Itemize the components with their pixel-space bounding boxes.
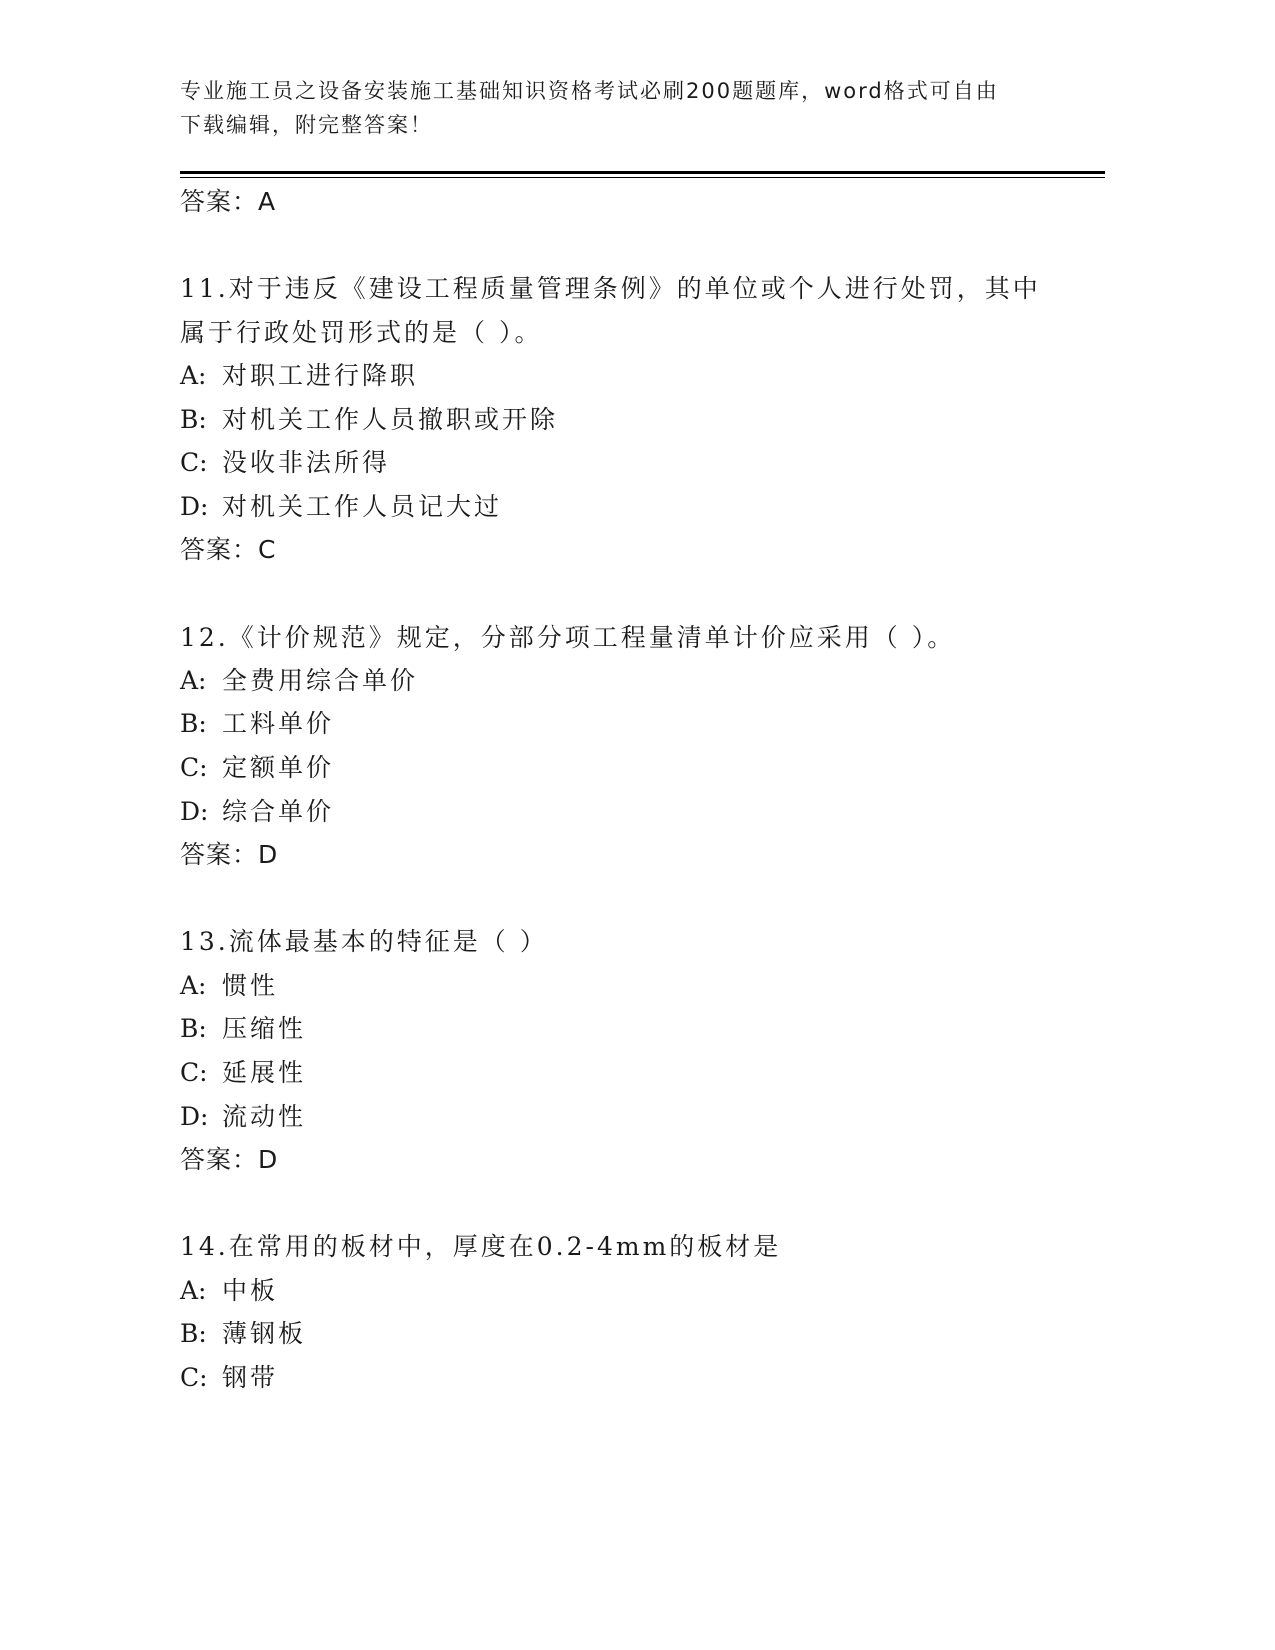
question-14-option-b [180,1317,1080,1351]
option-label: D: [180,797,209,826]
document-header [180,74,1060,142]
question-13-option-d [180,1100,1080,1134]
question-11-option-d [180,490,1080,524]
option-label: C: [180,448,208,477]
option-label: C: [180,1363,208,1392]
option-label: A: [180,361,207,390]
option-text: 薄钢板 [222,1319,307,1348]
option-label: B: [180,405,207,434]
question-stem-line: 14.在常用的板材中，厚度在0.2-4mm的板材是 [180,1232,782,1261]
question-11-option-b [180,403,1080,437]
question-12-stem [180,616,1080,660]
question-stem-line: 属于行政处罚形式的是（ ）。 [180,318,543,347]
question-stem-line: 12.《计价规范》规定，分部分项工程量清单计价应采用（ ）。 [180,623,956,652]
question-12-option-d [180,795,1080,829]
option-text: 对职工进行降职 [222,361,419,390]
header-line-2: 下载编辑，附完整答案！ [180,113,433,137]
question-13-stem [180,920,1080,964]
option-text: 钢带 [222,1363,279,1392]
option-text: 对机关工作人员撤职或开除 [222,405,559,434]
option-label: D: [180,492,209,521]
question-13-option-b [180,1012,1080,1046]
option-label: B: [180,1014,207,1043]
previous-answer: 答案：A [180,187,277,216]
option-text: 对机关工作人员记大过 [222,492,503,521]
question-12-option-b [180,707,1080,741]
question-12-option-c [180,751,1080,785]
question-11-answer: 答案：C [180,535,277,564]
option-text: 定额单价 [222,753,335,782]
question-14-option-c [180,1361,1080,1395]
option-label: D: [180,1102,209,1131]
option-label: A: [180,666,207,695]
option-text: 惯性 [222,971,279,1000]
question-11-option-c [180,446,1080,480]
option-text: 没收非法所得 [222,448,391,477]
option-label: C: [180,1058,208,1087]
option-text: 延展性 [222,1058,307,1087]
question-stem-line: 11.对于违反《建设工程质量管理条例》的单位或个人进行处罚，其中 [180,274,1041,303]
option-text: 全费用综合单价 [222,666,419,695]
header-divider-thick [180,171,1105,174]
question-12-answer: 答案：D [180,840,279,869]
question-13-answer: 答案：D [180,1145,279,1174]
question-14-option-a [180,1274,1080,1308]
option-label: A: [180,1276,207,1305]
option-label: B: [180,709,207,738]
option-text: 中板 [222,1276,279,1305]
question-stem-line: 13.流体最基本的特征是（ ） [180,927,548,956]
option-text: 工料单价 [222,709,335,738]
option-label: B: [180,1319,207,1348]
question-11-option-a [180,359,1080,393]
question-13-option-a [180,969,1080,1003]
question-12-option-a [180,664,1080,698]
header-divider-thin [180,177,1105,178]
option-label: A: [180,971,207,1000]
header-line-1: 专业施工员之设备安装施工基础知识资格考试必刷200题题库，word格式可自由 [180,79,999,103]
question-13-option-c [180,1056,1080,1090]
option-text: 压缩性 [222,1014,307,1043]
option-text: 综合单价 [222,797,335,826]
option-text: 流动性 [222,1102,307,1131]
option-label: C: [180,753,208,782]
question-14-stem [180,1225,1080,1269]
question-11-stem [180,267,1080,355]
